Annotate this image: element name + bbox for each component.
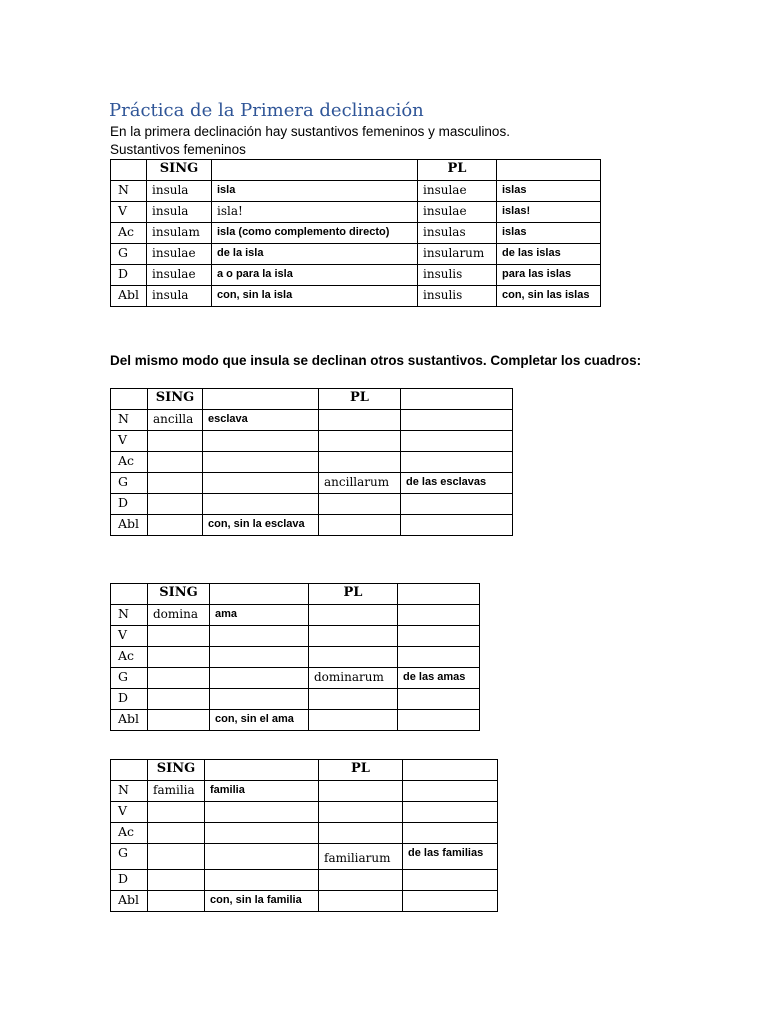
case-label: G (111, 473, 148, 494)
case-label: N (111, 781, 148, 802)
latin-pl: insulae (418, 202, 497, 223)
page-title: Práctica de la Primera declinación (109, 100, 424, 121)
latin-pl[interactable] (319, 781, 403, 802)
latin-pl[interactable]: ancillarum (319, 473, 401, 494)
latin-sing[interactable] (148, 515, 203, 536)
latin-sing[interactable] (148, 626, 210, 647)
latin-pl: insulis (418, 265, 497, 286)
latin-sing: insulam (147, 223, 212, 244)
header-sing: SING (148, 584, 210, 605)
latin-sing[interactable] (148, 891, 205, 912)
translation-sing[interactable]: con, sin la esclava (203, 515, 319, 536)
translation-pl: islas! (497, 202, 601, 223)
case-label: V (111, 802, 148, 823)
case-label: D (111, 689, 148, 710)
header-sing: SING (147, 160, 212, 181)
translation-sing[interactable]: esclava (203, 410, 319, 431)
translation-sing[interactable]: ama (210, 605, 309, 626)
latin-pl[interactable]: familiarum (319, 844, 403, 870)
insula-table (110, 159, 601, 307)
latin-sing[interactable] (148, 431, 203, 452)
latin-sing: insula (147, 202, 212, 223)
latin-sing: insula (147, 286, 212, 307)
case-label: G (111, 668, 148, 689)
translation-sing[interactable] (205, 823, 319, 844)
case-label: D (111, 870, 148, 891)
translation-pl[interactable] (401, 494, 513, 515)
translation-pl[interactable] (401, 515, 513, 536)
translation-pl[interactable]: de las familias (403, 844, 498, 870)
translation-pl[interactable] (403, 823, 498, 844)
ancilla-table (110, 388, 513, 536)
translation-sing[interactable] (203, 494, 319, 515)
translation-sing[interactable] (205, 844, 319, 870)
translation-sing[interactable] (203, 452, 319, 473)
translation-sing[interactable] (210, 647, 309, 668)
translation-sing[interactable] (210, 689, 309, 710)
case-label: V (111, 626, 148, 647)
latin-pl[interactable] (309, 647, 398, 668)
domina-table (110, 583, 480, 731)
header-pl: PL (418, 160, 497, 181)
latin-pl[interactable] (319, 802, 403, 823)
translation-pl[interactable] (403, 802, 498, 823)
translation-sing: de la isla (212, 244, 418, 265)
translation-pl[interactable] (398, 710, 480, 731)
translation-pl: islas (497, 223, 601, 244)
translation-sing[interactable]: con, sin el ama (210, 710, 309, 731)
translation-pl[interactable] (401, 410, 513, 431)
latin-sing[interactable] (148, 668, 210, 689)
translation-pl: para las islas (497, 265, 601, 286)
latin-pl: insulae (418, 181, 497, 202)
translation-sing: isla (212, 181, 418, 202)
intro-text: En la primera declinación hay sustantivos femeninos y masculinos. (110, 124, 510, 139)
latin-pl[interactable] (319, 410, 401, 431)
translation-pl: con, sin las islas (497, 286, 601, 307)
latin-sing[interactable] (148, 870, 205, 891)
translation-sing[interactable] (203, 431, 319, 452)
latin-sing[interactable] (148, 689, 210, 710)
translation-pl: de las islas (497, 244, 601, 265)
latin-sing[interactable] (148, 710, 210, 731)
latin-pl[interactable] (319, 494, 401, 515)
case-label: N (111, 181, 147, 202)
translation-sing: isla (como complemento directo) (212, 223, 418, 244)
translation-pl[interactable] (401, 452, 513, 473)
latin-pl[interactable] (319, 891, 403, 912)
latin-sing[interactable]: domina (148, 605, 210, 626)
latin-pl: insulas (418, 223, 497, 244)
latin-pl[interactable] (319, 515, 401, 536)
latin-sing: insulae (147, 265, 212, 286)
latin-sing: insulae (147, 244, 212, 265)
case-label: D (111, 494, 148, 515)
familia-table (110, 759, 498, 912)
latin-pl[interactable] (309, 689, 398, 710)
latin-pl[interactable] (319, 870, 403, 891)
latin-sing[interactable] (148, 802, 205, 823)
latin-sing[interactable] (148, 647, 210, 668)
translation-pl[interactable]: de las amas (398, 668, 480, 689)
latin-pl[interactable] (319, 823, 403, 844)
translation-pl[interactable] (401, 431, 513, 452)
translation-sing: con, sin la isla (212, 286, 418, 307)
subtitle-text: Sustantivos femeninos (110, 142, 246, 157)
translation-pl[interactable] (398, 605, 480, 626)
case-label: Ac (111, 823, 148, 844)
case-label: Abl (111, 891, 148, 912)
header-pl: PL (319, 760, 403, 781)
case-label: N (111, 410, 148, 431)
translation-pl[interactable] (403, 781, 498, 802)
translation-sing[interactable] (203, 473, 319, 494)
case-label: Abl (111, 286, 147, 307)
latin-pl[interactable] (309, 605, 398, 626)
translation-sing: a o para la isla (212, 265, 418, 286)
translation-sing[interactable] (205, 870, 319, 891)
case-label: Abl (111, 515, 148, 536)
latin-sing[interactable] (148, 844, 205, 870)
header-pl: PL (309, 584, 398, 605)
latin-sing[interactable] (148, 494, 203, 515)
translation-pl: islas (497, 181, 601, 202)
case-label: N (111, 605, 148, 626)
latin-pl[interactable] (309, 626, 398, 647)
translation-sing[interactable] (205, 802, 319, 823)
latin-sing[interactable] (148, 452, 203, 473)
translation-pl[interactable]: de las esclavas (401, 473, 513, 494)
case-label: Ac (111, 452, 148, 473)
latin-sing[interactable]: familia (148, 781, 205, 802)
translation-pl[interactable] (403, 891, 498, 912)
case-label: Ac (111, 647, 148, 668)
latin-sing[interactable] (148, 473, 203, 494)
case-label: V (111, 202, 147, 223)
header-pl: PL (319, 389, 401, 410)
case-label: Ac (111, 223, 147, 244)
latin-sing[interactable]: ancilla (148, 410, 203, 431)
latin-pl[interactable] (319, 452, 401, 473)
case-label: D (111, 265, 147, 286)
header-sing: SING (148, 389, 203, 410)
case-label: V (111, 431, 148, 452)
translation-sing: isla! (212, 202, 418, 223)
translation-sing[interactable]: con, sin la familia (205, 891, 319, 912)
instruction-text: Del mismo modo que insula se declinan otros sustantivos. Completar los cuadros: (110, 353, 642, 368)
latin-sing[interactable] (148, 823, 205, 844)
latin-sing: insula (147, 181, 212, 202)
case-label: G (111, 844, 148, 870)
translation-sing[interactable] (210, 668, 309, 689)
latin-pl: insularum (418, 244, 497, 265)
translation-pl[interactable] (403, 870, 498, 891)
latin-pl: insulis (418, 286, 497, 307)
translation-sing[interactable] (210, 626, 309, 647)
translation-pl[interactable] (398, 626, 480, 647)
case-label: G (111, 244, 147, 265)
translation-pl[interactable] (398, 647, 480, 668)
case-label: Abl (111, 710, 148, 731)
latin-pl[interactable] (319, 431, 401, 452)
translation-sing[interactable]: familia (205, 781, 319, 802)
latin-pl[interactable]: dominarum (309, 668, 398, 689)
latin-pl[interactable] (309, 710, 398, 731)
translation-pl[interactable] (398, 689, 480, 710)
header-sing: SING (148, 760, 205, 781)
